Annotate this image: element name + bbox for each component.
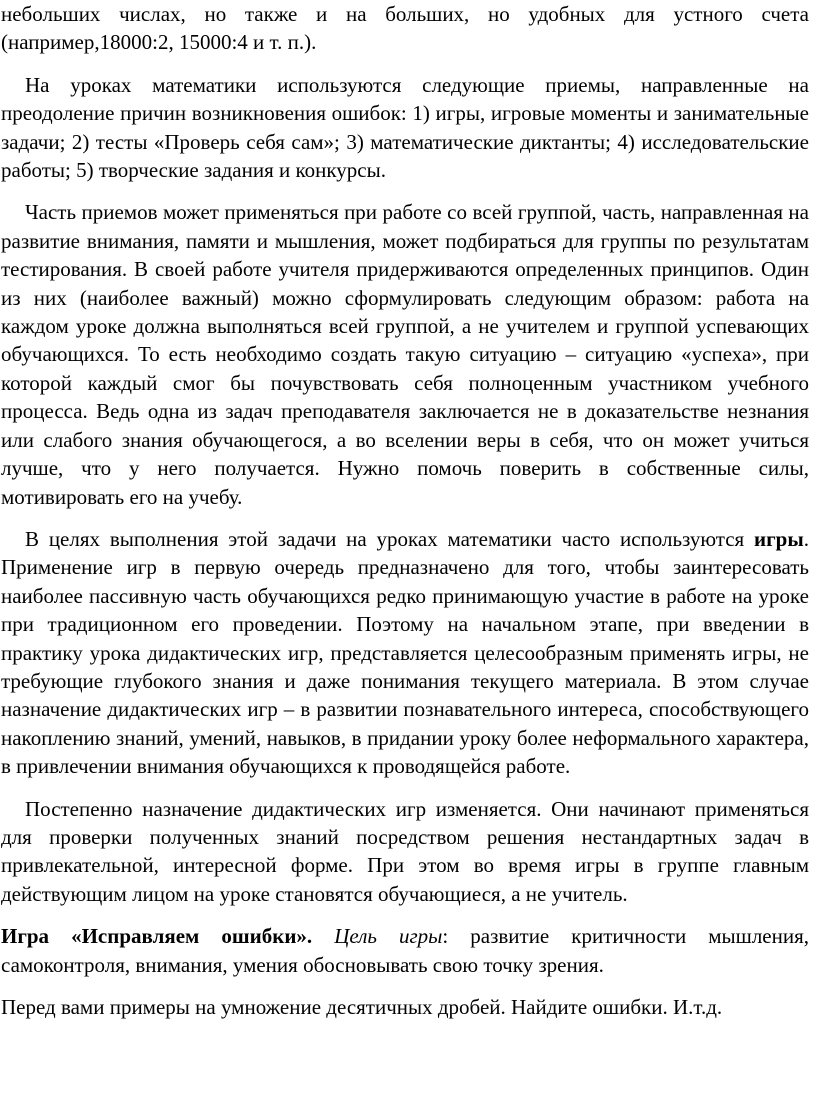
games-text-start: В целях выполнения этой задачи на уроках математики часто используются [25, 526, 755, 551]
paragraph-didactic-games: Постепенно назначение дидактических игр изменяется. Они начинают применяться для проверки полученных знаний посредством решения нестандартных задач в привлекательной, интересной форме. При этом во время игры в группе главным действующим лицом на уроке становятся обучающиеся, а не учитель. [1, 796, 809, 906]
game-title: Игра «Исправляем ошибки». [1, 924, 313, 949]
paragraph-task: Перед вами примеры на умножение десятичных дробей. Найдите ошибки. И.т.д. [1, 995, 723, 1019]
games-text-rest: . Применение игр в первую очередь предназначено для того, чтобы заинтересовать наиболее пассивную часть обучающихся редко принимающую участие в работе на уроке при традиционном его проведении. Поэтому на начальном этапе, при введении в практику урока дидактических игр, представляется целесообразным применять игры, не требующие глубокого знания и даже понимания текущего материала. В этом случае назначение дидактических игр – в развитии познавательного интереса, способствующего накоплению знаний, умений, навыков, в придании уроку более неформального характера, в привлечении внимания обучающихся к проводящейся работе. [1, 526, 809, 779]
paragraph-techniques: На уроках математики используются следующие приемы, направленные на преодоление причин возникновения ошибок: 1) игры, игровые моменты и занимательные задачи; 2) тесты «Проверь себя сам»; 3) математические диктанты; 4) исследовательские работы; 5) творческие задания и конкурсы. [1, 72, 809, 183]
game-goal-label: Цель игры [334, 924, 443, 949]
paragraph-group-work: Часть приемов может применяться при работе со всей группой, часть, направленная на развитие внимания, памяти и мышления, может подбираться для группы по результатам тестирования. В своей работе учителя придерживаются определенных принципов. Один из них (наиболее важный) можно сформулировать следующим образом: работа на каждом уроке должна выполняться всей группой, а не учителем и группой успевающих обучающихся. То есть необходимо создать такую ситуацию – ситуацию «успеха», при которой каждый смог бы почувствовать себя полноценным участником учебного процесса. Ведь одна из задач преподавателя заключается не в доказательстве незнания или слабого знания обучающегося, а во вселении веры в себя, что он может учиться лучше, что у него получается. Нужно помочь поверить в собственные силы, мотивировать его на учебу. [1, 200, 809, 509]
paragraph-game-title [1, 922, 809, 979]
paragraph-intro-continuation: небольших числах, но также и на больших, но удобных для устного счета (например,18000:2, 15000:4 и т. п.). [1, 2, 809, 55]
game-goal-text: : развитие критичности мышления, самоконтроля, внимания, умения обосновывать свою точку зрения. [1, 924, 810, 977]
paragraph-games [1, 525, 809, 781]
games-bold-term: игры [754, 526, 804, 551]
